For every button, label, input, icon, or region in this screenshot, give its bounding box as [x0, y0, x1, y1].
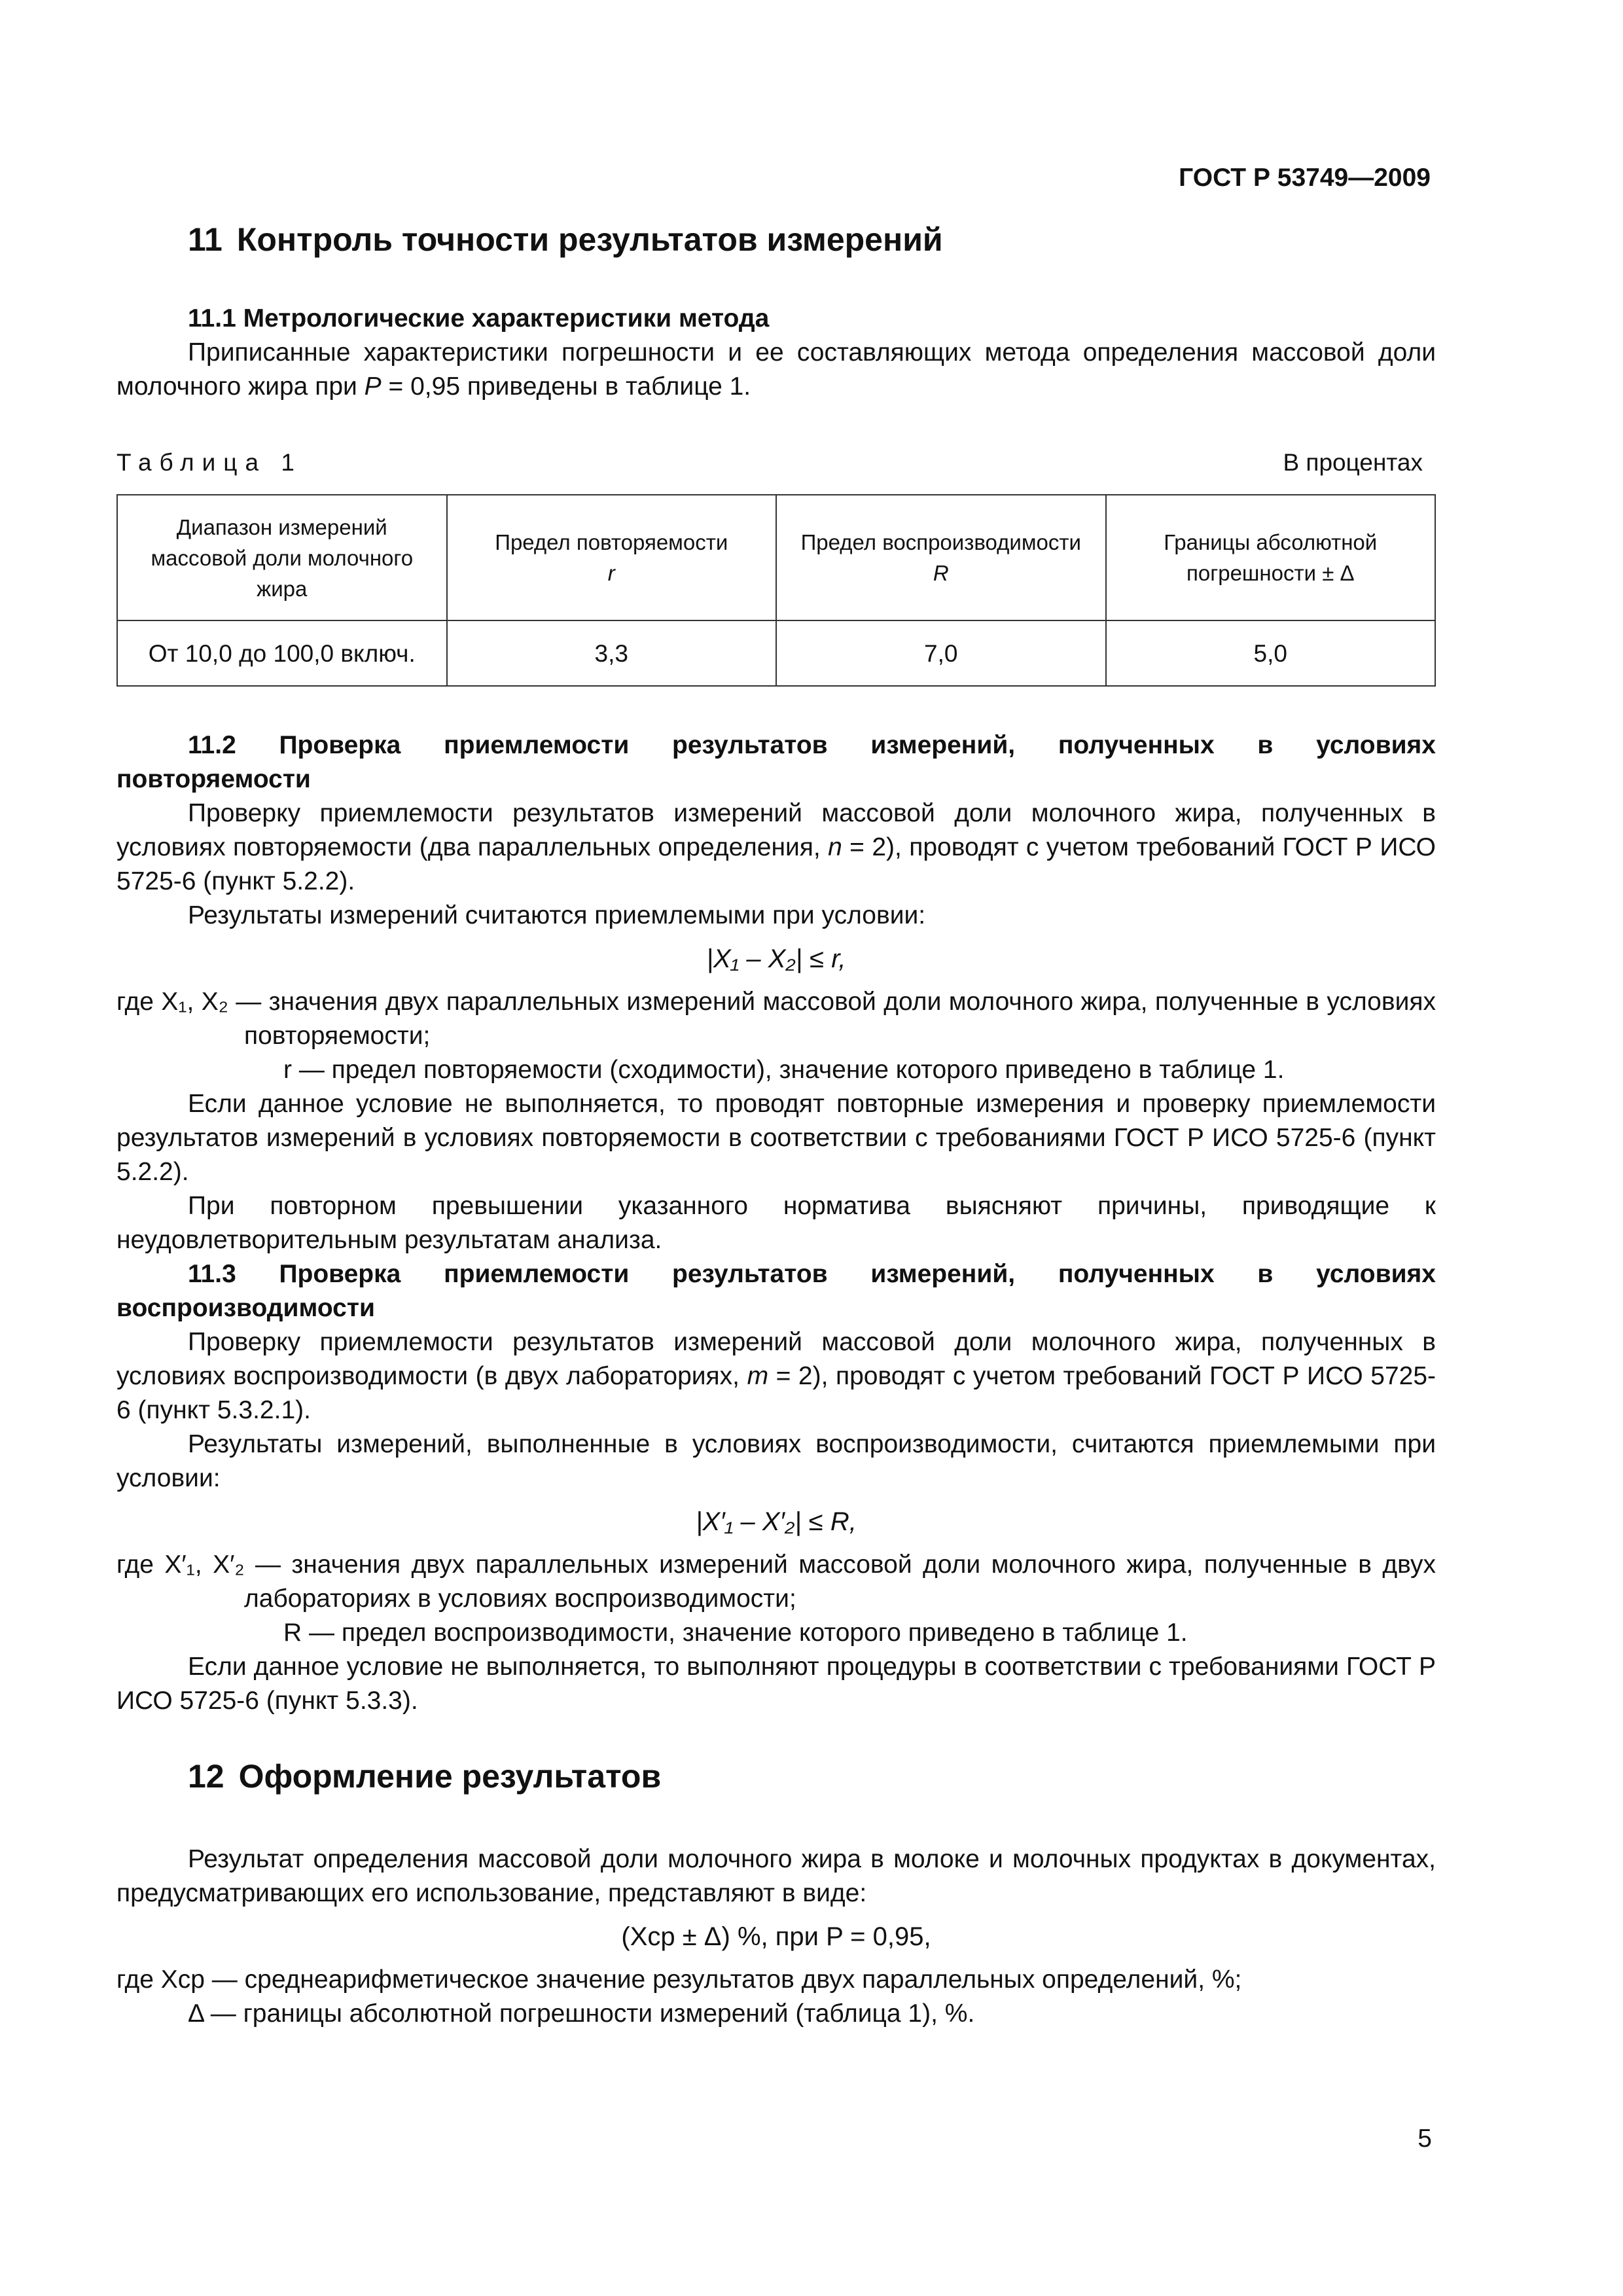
table-cell-delta: 5,0 [1106, 620, 1436, 686]
page-content [116, 219, 1436, 2031]
section-12-number: 12 [188, 1758, 224, 1795]
section-11-title-text: Контроль точности результатов измерений [236, 221, 943, 258]
formula-repeatability: |X₁ – X₂| ≤ r, [706, 944, 846, 973]
formula-reproducibility: |X′₁ – X′₂| ≤ R, [696, 1507, 857, 1536]
definition-R: R — предел воспроизводимости, значение которого приведено в таблице 1. [283, 1619, 1188, 1647]
table-cell-r: 3,3 [447, 620, 777, 686]
table-header-row [117, 495, 1435, 620]
subsection-11-2-heading-cont: повторяемости [116, 765, 311, 793]
section-11-title [188, 219, 1436, 260]
subsection-11-3-paragraph-3: Если данное условие не выполняется, то выполняют процедуры в соответствии с требованиями ГОСТ Р ИСО 5725-6 (пункт 5.3.3). [116, 1653, 1436, 1715]
paragraph-text: Приписанные характеристики погрешности и ее составляющих метода определения массовой доли молочного жира при [116, 338, 1436, 401]
subsection-11-1-paragraph [116, 336, 1436, 404]
paragraph-text: = 0,95 приведены в таблице 1. [381, 372, 751, 401]
table-row [117, 620, 1435, 686]
document-code-header: ГОСТ Р 53749—2009 [1179, 164, 1431, 192]
definition-r: r — предел повторяемости (сходимости), значение которого приведено в таблице 1. [283, 1056, 1285, 1084]
subsection-11-3-paragraph-1 [116, 1325, 1436, 1427]
subsection-11-3-paragraph-2: Результаты измерений, выполненные в условиях воспроизводимости, считаются приемлемыми при условии: [116, 1430, 1436, 1492]
symbol-P: P [364, 372, 382, 401]
subsection-11-3-heading-cont: воспроизводимости [116, 1294, 375, 1322]
table-1 [116, 494, 1436, 687]
subsection-11-1-heading: 11.1 Метрологические характеристики метода [188, 304, 770, 332]
table-header-repeatability: Предел повторяемости r [447, 495, 777, 620]
section-11-number: 11 [188, 221, 223, 258]
paragraph-text: Проверку приемлемости результатов измерений массовой доли молочного жира, полученных в условиях повторяемости (два параллельных определения, [116, 799, 1436, 861]
section-12-paragraph: Результат определения массовой доли молочного жира в молоке и молочных продуктах в документах, предусматривающих его использование, представляют в виде: [116, 1845, 1436, 1907]
symbol-n: n [828, 833, 842, 861]
paragraph-text: = 2), проводят с учетом требований ГОСТ Р ИСО 5725-6 (пункт 5.3.2.1). [116, 1362, 1436, 1424]
table-cell-R: 7,0 [776, 620, 1106, 686]
subsection-11-2-heading: 11.2 Проверка приемлемости результатов измерений, полученных в условиях [188, 731, 1436, 759]
section-12-title-text: Оформление результатов [238, 1758, 662, 1795]
table-caption-row [116, 446, 1436, 480]
formula-result: (Xср ± Δ) %, при P = 0,95, [621, 1922, 931, 1951]
subsection-11-2-paragraph-3: Если данное условие не выполняется, то проводят повторные измерения и проверку приемлемости результатов измерений в условиях повторяемости в соответствии с требованиями ГОСТ Р ИСО 5725-6 (пункт 5.2.2). [116, 1090, 1436, 1186]
table-cell-range: От 10,0 до 100,0 включ. [117, 620, 447, 686]
page-number: 5 [1418, 2125, 1432, 2153]
table-unit: В процентах [1283, 449, 1423, 476]
definition-x1-x2: где X₁, X₂ — значения двух параллельных измерений массовой доли молочного жира, полученные в условиях повторяемости; [116, 988, 1436, 1050]
table-header-range: Диапазон измерений массовой доли молочного жира [117, 495, 447, 620]
subsection-11-3-heading: 11.3 Проверка приемлемости результатов измерений, полученных в условиях [188, 1260, 1436, 1288]
paragraph-text: = 2), проводят с учетом требований ГОСТ Р ИСО 5725-6 (пункт 5.2.2). [116, 833, 1436, 895]
table-header-error-bounds: Границы абсолютной погрешности ± Δ [1106, 495, 1436, 620]
definition-x1p-x2p: где X′₁, X′₂ — значения двух параллельных измерений массовой доли молочного жира, полученные в двух лабораториях в условиях воспроизводимости; [116, 1551, 1436, 1613]
table-header-reproducibility: Предел воспроизводимости R [776, 495, 1106, 620]
section-12-title [188, 1756, 1436, 1797]
paragraph-text: Проверку приемлемости результатов измерений массовой доли молочного жира, полученных в условиях воспроизводимости (в двух лабораториях, [116, 1328, 1436, 1390]
subsection-11-2-paragraph-4: При повторном превышении указанного норматива выясняют причины, приводящие к неудовлетворительным результатам анализа. [116, 1192, 1436, 1254]
subsection-11-2-paragraph-1 [116, 797, 1436, 899]
subsection-11-2-paragraph-2: Результаты измерений считаются приемлемыми при условии: [188, 901, 926, 929]
symbol-m: m [747, 1362, 769, 1390]
table-caption: Таблица 1 [116, 449, 302, 476]
definition-delta: Δ — границы абсолютной погрешности измерений (таблица 1), %. [188, 2000, 975, 2028]
definition-xcp: где Xср — среднеарифметическое значение результатов двух параллельных определений, %; [116, 1965, 1242, 1994]
